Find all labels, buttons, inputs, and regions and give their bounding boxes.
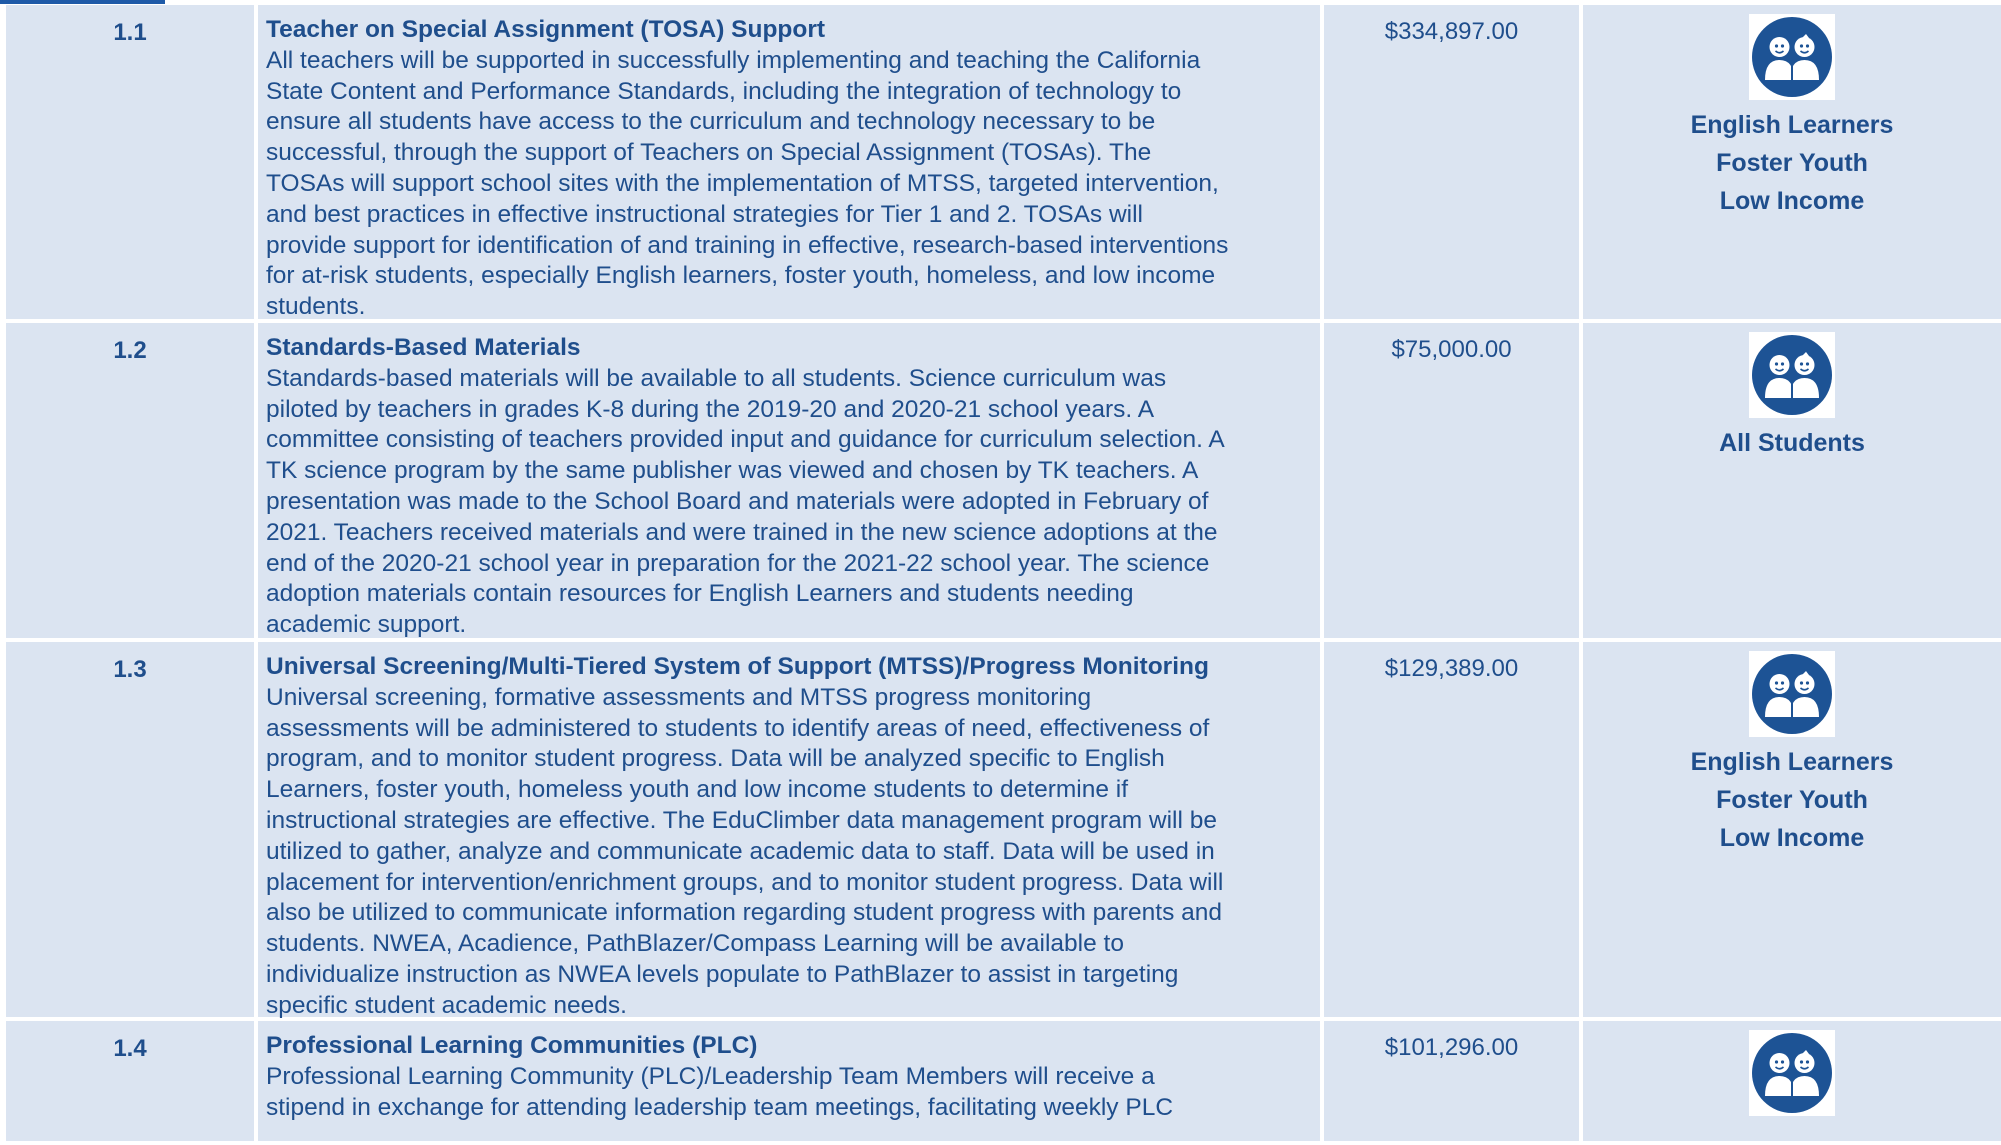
description-line: end of the 2020-21 school year in preparation for the 2021-22 school year. The science (266, 549, 1210, 577)
description-line: Universal screening, formative assessments and MTSS progress monitoring (266, 683, 1092, 711)
description-line: placement for intervention/enrichment groups, and to monitor student progress. Data will (266, 868, 1224, 896)
table-row (6, 642, 2001, 1017)
student-groups (1583, 642, 2001, 1017)
description-line: presentation was made to the School Board and materials were adopted in February of (266, 487, 1209, 515)
action-description (258, 323, 1320, 638)
description-line: for at-risk students, especially English learners, foster youth, homeless, and low income (266, 262, 1216, 290)
action-description (258, 5, 1320, 319)
student-groups (1583, 1021, 2001, 1141)
description-line: provide support for identification of and training in effective, research-based interventions (266, 231, 1229, 259)
description-line: Professional Learning Community (PLC)/Leadership Team Members will receive a (266, 1062, 1155, 1090)
description-line: 2021. Teachers received materials and were trained in the new science adoptions at the (266, 518, 1218, 546)
action-amount: $129,389.00 (1324, 642, 1579, 1017)
table-row (6, 5, 2001, 319)
description-line: All teachers will be supported in successfully implementing and teaching the California (266, 46, 1201, 74)
header-accent-bar (0, 0, 165, 4)
actions-table (6, 5, 2001, 1145)
description-line: utilized to gather, analyze and communicate academic data to staff. Data will be used in (266, 837, 1215, 865)
description-line: individualize instruction as NWEA levels populate to PathBlazer to assist in targeting (266, 960, 1179, 988)
action-description (258, 1021, 1320, 1141)
action-title: Professional Learning Communities (PLC) (266, 1032, 758, 1059)
description-line: Standards-based materials will be available to all students. Science curriculum was (266, 364, 1167, 392)
student-group-icon (1749, 651, 1835, 737)
student-group-icon (1749, 14, 1835, 100)
student-group-label: English Learners (1690, 748, 1894, 776)
description-line: TOSAs will support school sites with the implementation of MTSS, targeted intervention, (266, 169, 1219, 197)
student-group-label: Foster Youth (1716, 786, 1868, 814)
description-line: stipend in exchange for attending leadership team meetings, facilitating weekly PLC (266, 1093, 1174, 1121)
action-title: Universal Screening/Multi-Tiered System of Support (MTSS)/Progress Monitoring (266, 653, 1209, 680)
table-row (6, 1021, 2001, 1141)
description-line: ensure all students have access to the curriculum and technology necessary to be (266, 108, 1156, 136)
description-line: assessments will be administered to students to identify areas of need, effectiveness of (266, 714, 1210, 742)
description-line: instructional strategies are effective. The EduClimber data management program will be (266, 806, 1217, 834)
action-number: 1.4 (6, 1021, 254, 1141)
description-line: adoption materials contain resources for English Learners and students needing (266, 580, 1134, 608)
action-number: 1.3 (6, 642, 254, 1017)
description-line: program, and to monitor student progress. Data will be analyzed specific to English (266, 745, 1165, 773)
student-group-label: All Students (1719, 429, 1865, 457)
description-line: TK science program by the same publisher was viewed and chosen by TK teachers. A (266, 457, 1199, 485)
student-group-icon (1749, 1030, 1835, 1116)
action-amount: $75,000.00 (1324, 323, 1579, 638)
action-amount: $334,897.00 (1324, 5, 1579, 319)
description-line: successful, through the support of Teachers on Special Assignment (TOSAs). The (266, 139, 1152, 167)
action-amount: $101,296.00 (1324, 1021, 1579, 1141)
description-line: Learners, foster youth, homeless youth and low income students to determine if (266, 776, 1129, 804)
description-line: committee consisting of teachers provided input and guidance for curriculum selection. A (266, 426, 1225, 454)
action-description (258, 642, 1320, 1017)
description-line: academic support. (266, 611, 467, 639)
student-group-label: Foster Youth (1716, 149, 1868, 177)
action-number: 1.2 (6, 323, 254, 638)
action-title: Standards-Based Materials (266, 334, 581, 361)
student-groups (1583, 323, 2001, 638)
action-number: 1.1 (6, 5, 254, 319)
student-group-label: Low Income (1719, 824, 1865, 852)
student-group-label: English Learners (1690, 111, 1894, 139)
description-line: piloted by teachers in grades K-8 during the 2019-20 and 2020-21 school years. A (266, 395, 1155, 423)
description-line: specific student academic needs. (266, 991, 627, 1019)
description-line: students. (266, 293, 366, 321)
description-line: students. NWEA, Acadience, PathBlazer/Compass Learning will be available to (266, 930, 1124, 958)
description-line: and best practices in effective instructional strategies for Tier 1 and 2. TOSAs will (266, 200, 1143, 228)
student-group-icon (1749, 332, 1835, 418)
student-groups (1583, 5, 2001, 319)
student-group-label: Low Income (1719, 187, 1865, 215)
description-line: State Content and Performance Standards, including the integration of technology to (266, 77, 1182, 105)
table-row (6, 323, 2001, 638)
action-title: Teacher on Special Assignment (TOSA) Support (266, 16, 826, 43)
description-line: also be utilized to communicate information regarding student progress with parents and (266, 899, 1223, 927)
